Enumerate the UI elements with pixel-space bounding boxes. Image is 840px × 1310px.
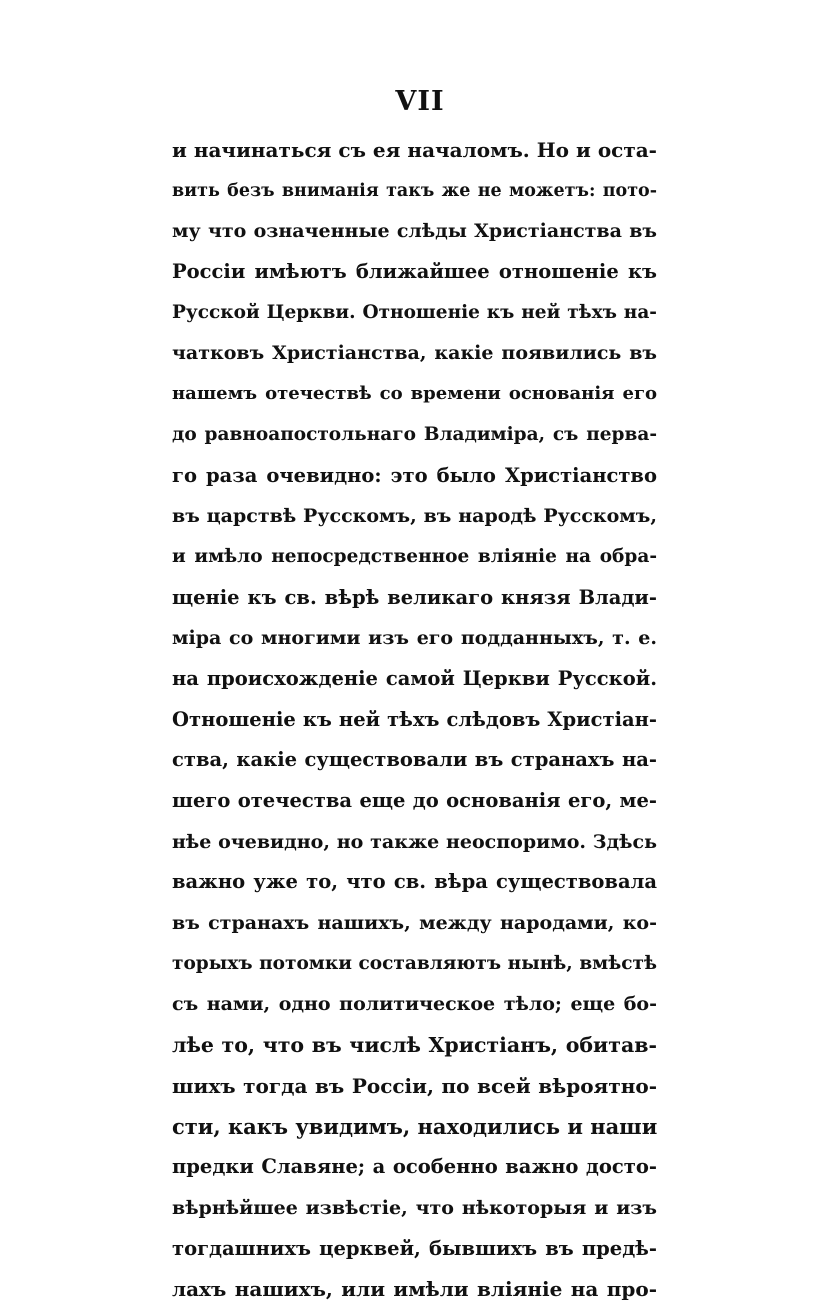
text-line: предки Славяне; а особенно важно досто-	[172, 1155, 657, 1179]
text-line: вить безъ вниманія такъ же не можетъ: пото-	[172, 180, 657, 201]
text-line: важно уже то, что св. вѣра существовала	[172, 870, 657, 894]
text-line: міра со многими изъ его подданныхъ, т. е.	[172, 627, 657, 650]
text-line: ства, какіе существовали въ странахъ на-	[172, 748, 657, 772]
text-line: го раза очевидно: это было Христіанство	[172, 463, 657, 487]
text-line: съ нами, одно политическое тѣло; еще бо-	[172, 993, 657, 1016]
text-line: сти, какъ увидимъ, находились и наши	[172, 1113, 657, 1139]
text-line: лѣе то, что въ числѣ Христіанъ, обитав-	[172, 1033, 657, 1058]
text-line: шего отечества еще до основанія его, ме-	[172, 789, 657, 812]
text-line: до равноапостольнаго Владиміра, съ перва-	[172, 423, 657, 445]
body-text	[172, 130, 657, 1310]
text-line: и начинаться съ ея началомъ. Но и оста-	[172, 138, 657, 162]
text-line: Русской Церкви. Отношеніе къ ней тѣхъ на-	[172, 301, 657, 323]
text-line: шихъ тогда въ Россіи, по всей вѣроятно-	[172, 1073, 657, 1098]
text-line: вѣрнѣйшее извѣстіе, что нѣкоторыя и изъ	[172, 1196, 657, 1219]
text-line: въ царствѣ Русскомъ, въ народѣ Русскомъ,	[172, 505, 657, 528]
text-line: тогдашнихъ церквей, бывшихъ въ предѣ-	[172, 1236, 657, 1260]
text-line: въ странахъ нашихъ, между народами, ко-	[172, 912, 657, 935]
text-line: Отношеніе къ ней тѣхъ слѣдовъ Христіан-	[172, 707, 657, 731]
text-line: и имѣло непосредственное вліяніе на обра-	[172, 545, 657, 567]
text-line: лахъ нашихъ, или имѣли вліяніе на про-	[172, 1277, 657, 1302]
text-line: Россіи имѣютъ ближайшее отношеніе къ	[172, 260, 657, 284]
text-line: торыхъ потомки составляютъ нынѣ, вмѣстѣ	[172, 952, 657, 974]
text-line: чатковъ Христіанства, какіе появились въ	[172, 342, 657, 365]
text-line: на происхожденіе самой Церкви Русской.	[172, 666, 657, 690]
text-line: нашемъ отечествѣ со времени основанія его	[172, 383, 657, 405]
text-line: щеніе къ св. вѣрѣ великаго князя Влади-	[172, 585, 657, 609]
text-line: му что означенные слѣды Христіанства въ	[172, 220, 657, 243]
page-number: VII	[395, 86, 445, 117]
text-line: нѣе очевидно, но также неоспоримо. Здѣсь	[172, 830, 657, 853]
